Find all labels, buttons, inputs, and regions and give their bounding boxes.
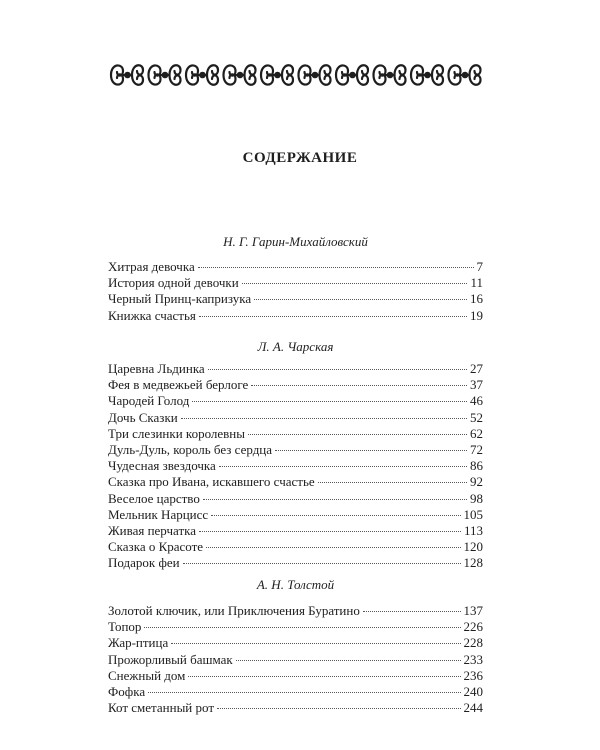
leader-dots xyxy=(206,547,460,548)
toc-entry: Кот сметанный рот 244 xyxy=(108,700,483,716)
decorative-ornament-border xyxy=(108,57,483,93)
page-title: СОДЕРЖАНИЕ xyxy=(242,150,358,166)
leader-dots xyxy=(318,482,467,483)
toc-entry: Книжка счастья 19 xyxy=(108,307,483,323)
toc-entry: Черный Принц-капризука 16 xyxy=(108,291,483,307)
leader-dots xyxy=(217,708,460,709)
toc-entry: Прожорливый башмак 233 xyxy=(108,651,483,667)
toc-entry: Сказка о Красоте 120 xyxy=(108,539,483,555)
toc-list-garin xyxy=(108,259,483,324)
leader-dots xyxy=(219,466,467,467)
toc-entry: Снежный дом 236 xyxy=(108,667,483,683)
leader-dots xyxy=(171,643,460,644)
toc-entry: Жар-птица 228 xyxy=(108,635,483,651)
leader-dots xyxy=(203,499,467,500)
author-heading-garin: Н. Г. Гарин-Михайловский xyxy=(223,234,368,249)
toc-entry: Чародей Голод 46 xyxy=(108,393,483,409)
leader-dots xyxy=(183,563,461,564)
toc-entry: Царевна Льдинка 27 xyxy=(108,361,483,376)
leader-dots xyxy=(148,692,460,693)
toc-entry: Хитрая девочка 7 xyxy=(108,259,483,274)
leader-dots xyxy=(198,267,474,268)
toc-entry: Фея в медвежьей берлоге 37 xyxy=(108,377,483,393)
toc-entry: Дуль-Дуль, король без сердца 72 xyxy=(108,441,483,457)
toc-entry: Сказка про Ивана, искавшего счастье 92 xyxy=(108,474,483,490)
toc-list-charskaya xyxy=(108,361,483,571)
toc-entry: Мельник Нарцисс 105 xyxy=(108,506,483,522)
leader-dots xyxy=(363,611,461,612)
leader-dots xyxy=(248,434,467,435)
toc-list-tolstoy xyxy=(108,603,483,716)
toc-entry: Чудесная звездочка 86 xyxy=(108,458,483,474)
leader-dots xyxy=(181,418,467,419)
leader-dots xyxy=(251,385,467,386)
leader-dots xyxy=(199,316,467,317)
leader-dots xyxy=(188,676,460,677)
toc-entry: Топор 226 xyxy=(108,619,483,635)
leader-dots xyxy=(192,401,467,402)
leader-dots xyxy=(199,531,461,532)
toc-entry: Подарок феи 128 xyxy=(108,555,483,571)
leader-dots xyxy=(242,283,468,284)
toc-entry: Фофка 240 xyxy=(108,683,483,699)
leader-dots xyxy=(275,450,467,451)
author-heading-tolstoy: А. Н. Толстой xyxy=(256,577,335,592)
toc-entry: Живая перчатка 113 xyxy=(108,522,483,538)
toc-entry: История одной девочки 11 xyxy=(108,275,483,291)
leader-dots xyxy=(254,299,467,300)
toc-entry: Дочь Сказки 52 xyxy=(108,409,483,425)
author-heading-charskaya: Л. А. Чарская xyxy=(257,339,334,354)
leader-dots xyxy=(144,627,460,628)
toc-entry: Три слезинки королевны 62 xyxy=(108,425,483,441)
toc-entry: Веселое царство 98 xyxy=(108,490,483,506)
leader-dots xyxy=(211,515,460,516)
toc-entry: Золотой ключик, или Приключения Буратино 137 xyxy=(108,603,483,618)
leader-dots xyxy=(208,369,467,370)
leader-dots xyxy=(236,660,461,661)
